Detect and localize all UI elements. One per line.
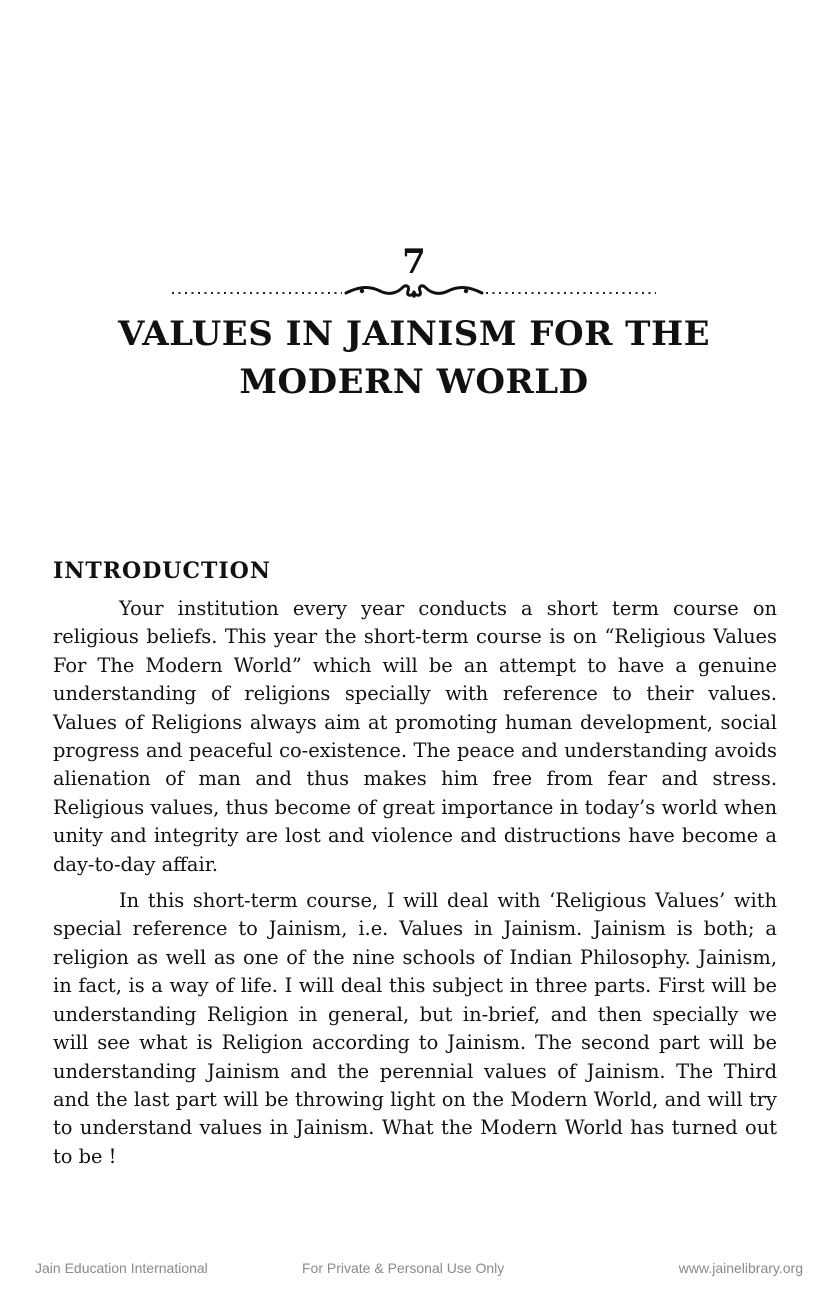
footer-publisher: Jain Education International [35, 1260, 208, 1276]
footer-usage-notice: For Private & Personal Use Only [302, 1260, 505, 1276]
page-footer [0, 1260, 828, 1280]
footer-website: www.jainelibrary.org [678, 1260, 803, 1276]
chapter-number: 7 [402, 242, 426, 282]
section-heading: INTRODUCTION [53, 558, 271, 584]
ornament-divider-icon [170, 280, 658, 302]
paragraph: Your institution every year conducts a short term course on religious beliefs. This year the short-term course is on “Religious Values For The Modern World” which will be an attempt to have a genuine understanding of religions specially with reference to their values. Values of Religions always aim at promoting human development, social progress and peaceful co-existence. The peace and understanding avoids alienation of man and thus makes him free from fear and stress. Religious values, thus become of great importance in today’s world when unity and integrity are lost and violence and distructions have become a day-to-day affair. [53, 597, 777, 876]
chapter-title-line-2: MODERN WORLD [239, 362, 589, 402]
body-text [53, 595, 777, 1179]
chapter-title-line-1: VALUES IN JAINISM FOR THE [117, 314, 710, 354]
paragraph: In this short-term course, I will deal with ‘Religious Values’ with special reference to Jainism, i.e. Values in Jainism. Jainism is both; a religion as well as one of the nine schools of Indian Philosophy. Jainism, in fact, is a way of life. I will deal this subject in three parts. First will be understanding Religion in general, but in-brief, and then specially we will see what is Religion according to Jainism. The second part will be understanding Jainism and the perennial values of Jainism. The Third and the last part will be throwing light on the Modern World, and will try to understand values in Jainism. What the Modern World has turned out to be ! [53, 889, 777, 1168]
chapter-title [80, 310, 748, 406]
